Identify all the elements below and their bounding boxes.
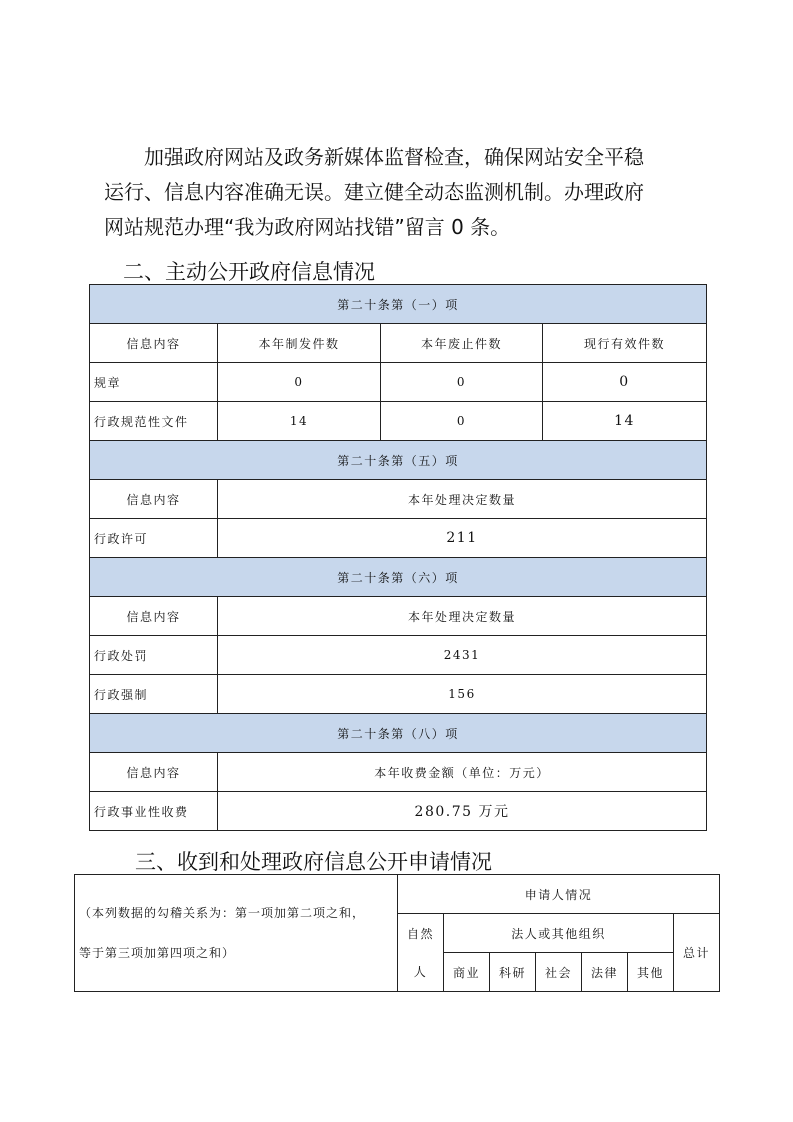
table-cell: 211	[218, 519, 707, 558]
table-row	[90, 363, 707, 402]
table-row	[90, 285, 707, 324]
total-header: 总计	[674, 914, 720, 992]
section-title-item-5: 第二十条第（五）项	[90, 441, 707, 480]
section-3-heading: 三、收到和处理政府信息公开申请情况	[135, 850, 492, 874]
active-disclosure-table	[89, 284, 707, 831]
table-row	[90, 441, 707, 480]
table-row	[90, 597, 707, 636]
relation-note	[75, 875, 398, 992]
table-cell: 0	[218, 363, 381, 402]
table-row	[90, 675, 707, 714]
table-cell: 14	[218, 402, 381, 441]
column-header: 信息内容	[90, 753, 218, 792]
application-table	[74, 874, 720, 992]
sub-header-social: 社会	[536, 953, 582, 992]
natural-person-line-2: 人	[413, 964, 428, 979]
sub-header-research: 科研	[490, 953, 536, 992]
row-label: 行政事业性收费	[90, 792, 218, 831]
section-2-heading: 二、主动公开政府信息情况	[123, 260, 375, 284]
table-cell: 0	[381, 363, 543, 402]
column-header: 现行有效件数	[543, 324, 707, 363]
applicant-header: 申请人情况	[398, 875, 720, 914]
section-title-item-8: 第二十条第（八）项	[90, 714, 707, 753]
column-header: 本年废止件数	[381, 324, 543, 363]
natural-person-header	[398, 914, 444, 992]
sub-header-other: 其他	[628, 953, 674, 992]
table-cell: 0	[381, 402, 543, 441]
column-header: 本年处理决定数量	[218, 480, 707, 519]
paragraph-line-1: 加强政府网站及政务新媒体监督检查，确保网站安全平稳	[144, 145, 644, 169]
column-header: 本年处理决定数量	[218, 597, 707, 636]
legal-entity-header: 法人或其他组织	[444, 914, 674, 953]
section-title-item-6: 第二十条第（六）项	[90, 558, 707, 597]
relation-note-line-1: （本列数据的勾稽关系为：第一项加第二项之和，	[79, 906, 366, 920]
table-row	[90, 324, 707, 363]
row-label: 行政处罚	[90, 636, 218, 675]
column-header: 本年收费金额（单位：万元）	[218, 753, 707, 792]
table-cell: 156	[218, 675, 707, 714]
column-header: 信息内容	[90, 480, 218, 519]
section-title-item-1: 第二十条第（一）项	[90, 285, 707, 324]
paragraph-line-3: 网站规范办理“我为政府网站找错”留言 0 条。	[104, 215, 511, 239]
sub-header-legal: 法律	[582, 953, 628, 992]
row-label: 行政规范性文件	[90, 402, 218, 441]
table-row	[90, 402, 707, 441]
relation-note-line-2: 等于第三项加第四项之和）	[79, 946, 236, 960]
table-row	[90, 519, 707, 558]
paragraph-line-2: 运行、信息内容准确无误。建立健全动态监测机制。办理政府	[104, 180, 644, 204]
table-row	[90, 558, 707, 597]
sub-header-business: 商业	[444, 953, 490, 992]
row-label: 行政强制	[90, 675, 218, 714]
body-paragraph	[104, 140, 704, 245]
table-cell: 280.75 万元	[218, 792, 707, 831]
column-header: 信息内容	[90, 597, 218, 636]
table-row	[90, 714, 707, 753]
table-cell: 14	[543, 402, 707, 441]
table-row	[90, 792, 707, 831]
column-header: 本年制发件数	[218, 324, 381, 363]
table-row	[90, 636, 707, 675]
row-label: 行政许可	[90, 519, 218, 558]
row-label: 规章	[90, 363, 218, 402]
natural-person-line-1: 自然	[406, 926, 434, 941]
table-cell: 2431	[218, 636, 707, 675]
table-row	[90, 480, 707, 519]
column-header: 信息内容	[90, 324, 218, 363]
table-row	[90, 753, 707, 792]
table-cell: 0	[543, 363, 707, 402]
table-row	[75, 875, 720, 914]
